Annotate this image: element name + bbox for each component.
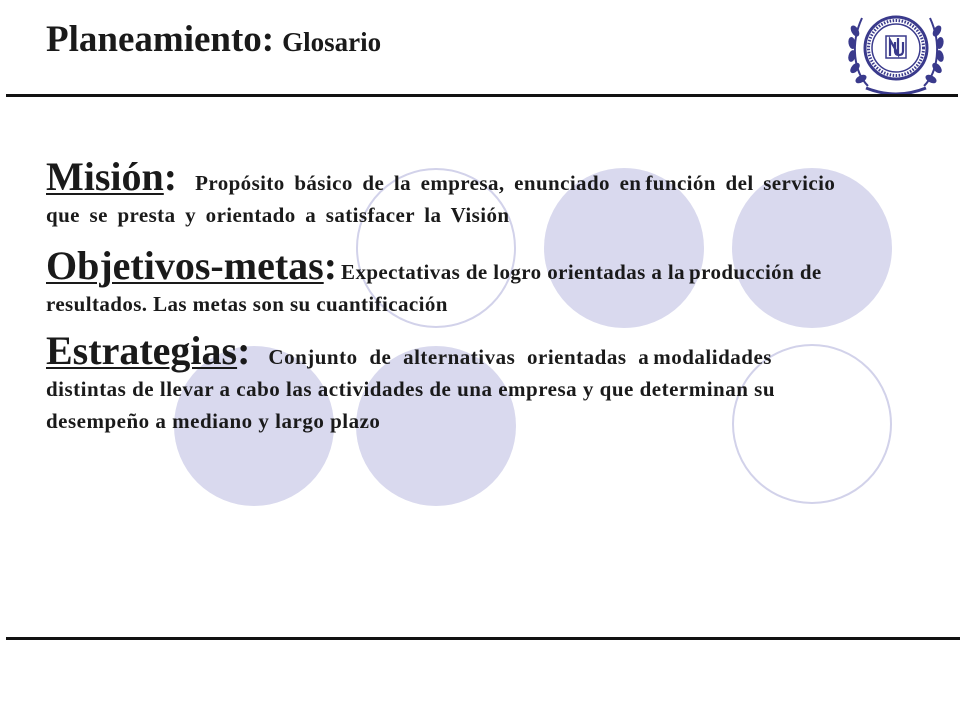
- glossary-term: Estrategias: [46, 328, 238, 373]
- university-seal-icon: [846, 4, 946, 94]
- footer-divider: [6, 637, 960, 640]
- slide-title: [46, 18, 381, 61]
- glossary-definition: Conjunto de alternativas orientadas a: [268, 345, 650, 369]
- glossary-entry-mision: Misión: Propósito básico de la empresa, enunciado en función del servicio que se presta y orientado a satisfacer la Visión: [46, 154, 836, 227]
- glossary-definition: modalidades distintas de llevar a cabo las actividades de una empresa y que determinan su desempeño a mediano y largo plazo: [46, 345, 776, 433]
- glossary-definition: función del servicio que se presta y orientado a satisfacer la Visión: [46, 171, 836, 227]
- glossary-entry-objetivos-metas: Objetivos-metas: Expectativas de logro orientadas a la producción de resultados. Las metas son su cuantificación: [46, 243, 822, 316]
- slide-title-sub: Glosario: [282, 27, 382, 57]
- slide-title-main: Planeamiento:: [46, 19, 275, 60]
- glossary-term: Misión: [46, 154, 164, 199]
- glossary-term: Objetivos-metas: [46, 243, 324, 288]
- header-divider: [6, 94, 958, 97]
- glossary-definition: Propósito básico de la empresa, enunciado en: [195, 171, 642, 195]
- glossary-list: [46, 156, 846, 437]
- glossary-entry-estrategias: Estrategias: Conjunto de alternativas orientadas a modalidades distintas de llevar a cabo las actividades de una empresa y que determinan su desempeño a mediano y largo plazo: [46, 328, 776, 433]
- glossary-definition: Expectativas de logro orientadas a la: [341, 260, 686, 284]
- glossary-definition: producción de resultados. Las metas son su cuantificación: [46, 260, 822, 316]
